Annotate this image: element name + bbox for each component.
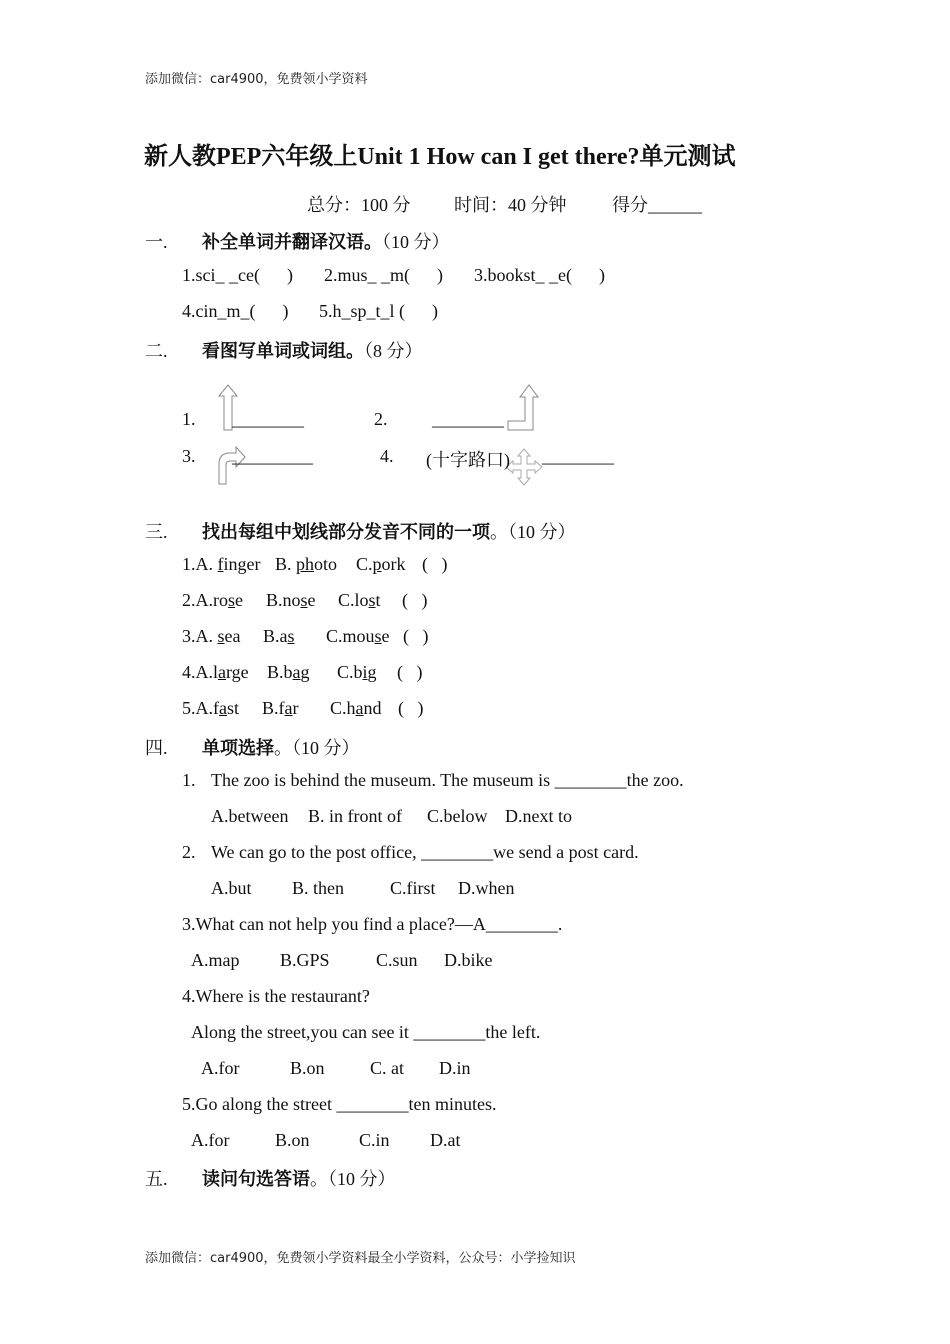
- s3-3-c-underline: s: [374, 626, 382, 646]
- s1-item-5: 5.h_sp_t_l ( ): [319, 301, 438, 321]
- s3-2-c-underline: s: [368, 590, 376, 610]
- s3-2-c-post: t: [375, 590, 381, 610]
- s3-1-b-post: oto: [314, 554, 338, 574]
- s3-item-5-b: [262, 698, 299, 719]
- s3-4-c-post: g: [367, 662, 377, 682]
- q1-number: 1.: [182, 770, 196, 790]
- score-blank: 得分______: [612, 195, 702, 215]
- s2-item-2-blank: ________: [432, 409, 504, 429]
- section-2-heading: [202, 337, 423, 363]
- s3-4-a-pre: 4.A.l: [182, 662, 218, 682]
- s3-5-b-underline: a: [284, 698, 293, 718]
- s3-4-b-pre: B.b: [267, 662, 293, 682]
- s3-2-c-pre: C.lo: [338, 590, 369, 610]
- q3-option-a: A.map: [191, 950, 240, 970]
- s3-5-c-post: nd: [363, 698, 382, 718]
- s3-4-a-post: rge: [226, 662, 249, 682]
- section-3-heading: [202, 518, 576, 544]
- q1-option-d: D.next to: [505, 806, 572, 826]
- s3-3-c-pre: C.mou: [326, 626, 375, 646]
- s3-5-a-post: st: [227, 698, 240, 718]
- s1-item-4: 4.cin_m_( ): [182, 301, 289, 321]
- q3-option-d: D.bike: [444, 950, 493, 970]
- section-2-points: （8 分）: [364, 341, 423, 361]
- s2-item-2-number: 2.: [374, 409, 388, 429]
- q4-text: 4.Where is the restaurant?: [182, 986, 370, 1006]
- s3-item-2-b: [266, 590, 316, 611]
- s3-3-a-pre: 3.A.: [182, 626, 218, 646]
- section-1-points: （10 分）: [382, 232, 450, 252]
- s3-3-b-underline: s: [287, 626, 295, 646]
- section-4-heading: [202, 734, 360, 760]
- time-limit: 时间：40 分钟: [454, 195, 567, 215]
- s3-item-2-a: [182, 590, 243, 611]
- s3-3-c-post: e: [381, 626, 390, 646]
- q4-option-d: D.in: [439, 1058, 471, 1078]
- s3-5-a-pre: 5.A.f: [182, 698, 219, 718]
- s3-item-5-a: [182, 698, 239, 719]
- page-title: 新人教PEP六年级上Unit 1 How can I get there?单元测试: [144, 144, 736, 170]
- q1-option-a: A.between: [211, 806, 289, 826]
- q2-number: 2.: [182, 842, 196, 862]
- s3-3-a-underline: s: [217, 626, 225, 646]
- header-note: 添加微信：car4900，免费领小学资料: [145, 72, 368, 87]
- q1-text: The zoo is behind the museum. The museum is ________the zoo.: [211, 770, 684, 790]
- section-2-title: 看图写单词或词组。: [202, 341, 364, 361]
- s3-1-c-pre: C.: [356, 554, 373, 574]
- s3-item-5-c: [330, 698, 382, 719]
- q2-option-b: B. then: [292, 878, 344, 898]
- s3-item-5-answer: ( ): [398, 698, 424, 718]
- s3-5-c-pre: C.h: [330, 698, 356, 718]
- section-4-number: 四.: [145, 738, 168, 758]
- q2-option-c: C.first: [390, 878, 436, 898]
- s3-4-c-underline: i: [362, 662, 368, 682]
- s3-4-b-post: g: [300, 662, 310, 682]
- q1-option-b: B. in front of: [308, 806, 402, 826]
- section-2-number: 二.: [145, 341, 168, 361]
- s2-item-3-blank: _________: [232, 446, 313, 466]
- q5-option-b: B.on: [275, 1130, 310, 1150]
- s3-item-1-c: [356, 554, 406, 575]
- q4-option-b: B.on: [290, 1058, 325, 1078]
- s2-item-4-number: 4.: [380, 446, 394, 466]
- s3-item-3-answer: ( ): [403, 626, 429, 646]
- s2-item-1-blank: ________: [232, 409, 304, 429]
- section-4-title: 单项选择: [202, 738, 274, 758]
- s3-item-2-answer: ( ): [402, 590, 428, 610]
- s3-item-3-a: [182, 626, 241, 647]
- s3-5-a-underline: a: [219, 698, 227, 718]
- s3-5-b-post: r: [292, 698, 299, 718]
- q3-option-b: B.GPS: [280, 950, 330, 970]
- s3-5-b-pre: B.f: [262, 698, 285, 718]
- s1-item-1: 1.sci_ _ce( ): [182, 265, 293, 285]
- q4-option-c: C. at: [370, 1058, 404, 1078]
- s2-item-4-blank: ________: [542, 446, 614, 466]
- s3-item-4-c: [337, 662, 377, 683]
- s3-3-a-post: ea: [224, 626, 241, 646]
- s3-5-c-underline: a: [355, 698, 364, 718]
- q2-option-a: A.but: [211, 878, 252, 898]
- q1-option-c: C.below: [427, 806, 488, 826]
- s3-1-a-pre: 1.A.: [182, 554, 218, 574]
- s3-item-1-answer: ( ): [422, 554, 448, 574]
- s3-1-c-underline: p: [372, 554, 382, 574]
- s3-4-c-pre: C.b: [337, 662, 363, 682]
- q5-text: 5.Go along the street ________ten minutes.: [182, 1094, 497, 1114]
- s3-item-4-b: [267, 662, 310, 683]
- q5-option-d: D.at: [430, 1130, 461, 1150]
- section-5-title: 读问句选答语: [202, 1169, 310, 1189]
- s3-item-1-b: [275, 554, 337, 575]
- s3-2-b-post: e: [307, 590, 316, 610]
- q2-option-d: D.when: [458, 878, 515, 898]
- s3-item-1-a: [182, 554, 260, 575]
- footer-note: 添加微信：car4900，免费领小学资料最全小学资料，公众号：小学捡知识: [145, 1251, 576, 1266]
- s1-item-3: 3.bookst_ _e( ): [474, 265, 605, 285]
- q2-text: We can go to the post office, ________we send a post card.: [211, 842, 639, 862]
- turn-right-corner-arrow-icon: [506, 384, 540, 432]
- q5-option-c: C.in: [359, 1130, 390, 1150]
- s3-2-b-underline: s: [300, 590, 308, 610]
- s3-4-a-underline: a: [218, 662, 226, 682]
- section-1-heading: [202, 228, 450, 254]
- s3-item-4-a: [182, 662, 249, 683]
- section-1-number: 一.: [145, 232, 168, 252]
- s3-2-b-pre: B.no: [266, 590, 301, 610]
- s3-4-b-underline: a: [292, 662, 301, 682]
- q3-text: 3.What can not help you find a place?—A________.: [182, 914, 563, 934]
- s3-item-3-b: [263, 626, 295, 647]
- s1-item-2: 2.mus_ _m( ): [324, 265, 443, 285]
- s3-item-2-c: [338, 590, 381, 611]
- s2-item-1-number: 1.: [182, 409, 196, 429]
- s3-2-a-underline: s: [228, 590, 236, 610]
- crossing-arrow-icon: [505, 448, 543, 486]
- s3-2-a-pre: 2.A.ro: [182, 590, 228, 610]
- q4-option-a: A.for: [201, 1058, 240, 1078]
- s3-1-b-underline: ph: [296, 554, 315, 574]
- section-3-points: 。（10 分）: [490, 522, 576, 542]
- q3-option-c: C.sun: [376, 950, 418, 970]
- s3-2-a-post: e: [235, 590, 244, 610]
- s3-1-c-post: ork: [381, 554, 406, 574]
- s3-1-a-underline: f: [217, 554, 224, 574]
- s3-1-b-pre: B.: [275, 554, 297, 574]
- s2-item-3-number: 3.: [182, 446, 196, 466]
- section-3-number: 三.: [145, 522, 168, 542]
- q5-option-a: A.for: [191, 1130, 230, 1150]
- section-3-title: 找出每组中划线部分发音不同的一项: [202, 522, 490, 542]
- section-4-points: 。（10 分）: [274, 738, 360, 758]
- section-1-title: 补全单词并翻译汉语。: [202, 232, 382, 252]
- q4-text-line-2: Along the street,you can see it ________the left.: [191, 1022, 541, 1042]
- total-score: 总分：100 分: [307, 195, 411, 215]
- section-5-heading: [202, 1165, 396, 1191]
- s3-3-b-pre: B.a: [263, 626, 288, 646]
- s3-item-4-answer: ( ): [397, 662, 423, 682]
- section-5-number: 五.: [145, 1169, 168, 1189]
- s2-item-4-label: (十字路口): [426, 450, 510, 470]
- s3-1-a-post: inger: [223, 554, 261, 574]
- s3-item-3-c: [326, 626, 390, 647]
- section-5-points: 。（10 分）: [310, 1169, 396, 1189]
